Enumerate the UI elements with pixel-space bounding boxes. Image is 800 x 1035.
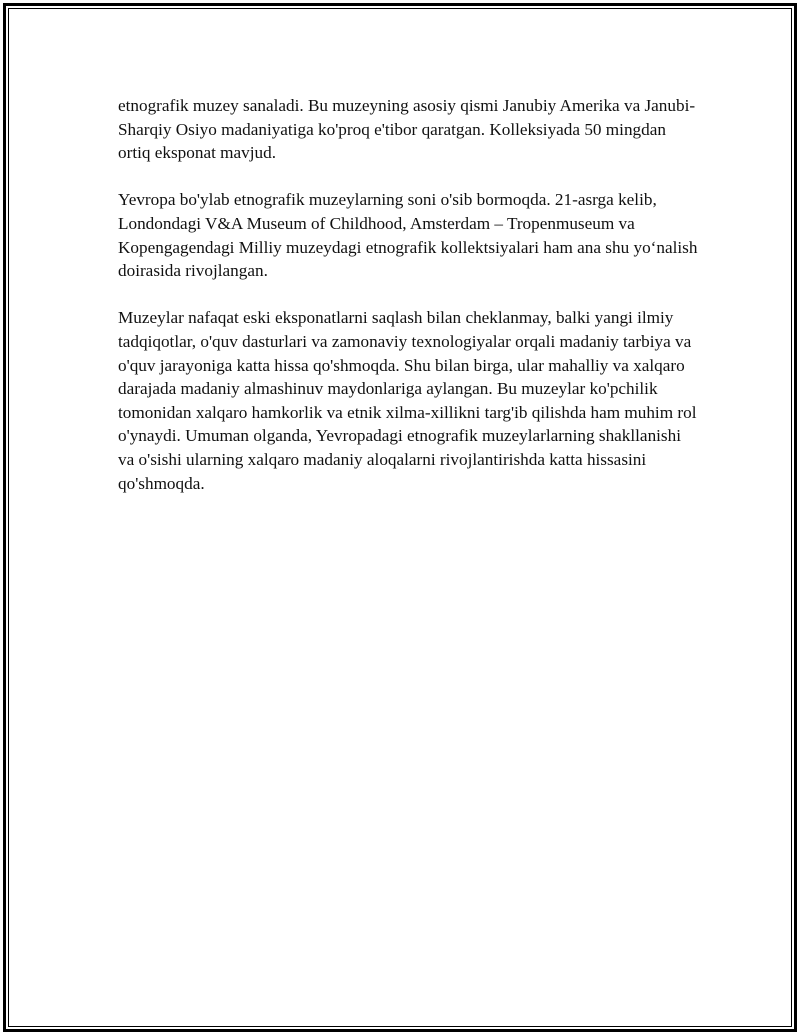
paragraph-2: Yevropa bo'ylab etnografik muzeylarning soni o'sib bormoqda. 21-asrga kelib, Londondagi V&A Museum of Childhood, Amsterdam – Tropenmuseum va Kopengagendagi Milliy muzeydagi etnografik kollektsiyalari ham ana shu yo‘nalish doirasida rivojlangan. (118, 190, 698, 281)
paragraph-1: etnografik muzey sanaladi. Bu muzeyning asosiy qismi Janubiy Amerika va Janubi-Sharqiy Osiyo madaniyatiga ko'proq e'tibor qaratgan. Kolleksiyada 50 mingdan ortiq eksponat mavjud. (118, 96, 696, 163)
document-body (118, 94, 698, 519)
page-border (3, 3, 797, 1032)
paragraph-3: Muzeylar nafaqat eski eksponatlarni saqlash bilan cheklanmay, balki yangi ilmiy tadqiqotlar, o'quv dasturlari va zamonaviy texnologiyalar orqali madaniy tarbiya va o'quv jarayoniga katta hissa qo'shmoqda. Shu bilan birga, ular mahalliy va xalqaro darajada madaniy almashinuv maydonlariga aylangan. Bu muzeylar ko'pchilik tomonidan xalqaro hamkorlik va etnik xilma-xillikni targ'ib qilishda ham muhim rol o'ynaydi. Umuman olganda, Yevropadagi etnografik muzeylarlarning shakllanishi va o'sishi ularning xalqaro madaniy aloqalarni rivojlantirishda katta hissasini qo'shmoqda. (118, 308, 697, 493)
